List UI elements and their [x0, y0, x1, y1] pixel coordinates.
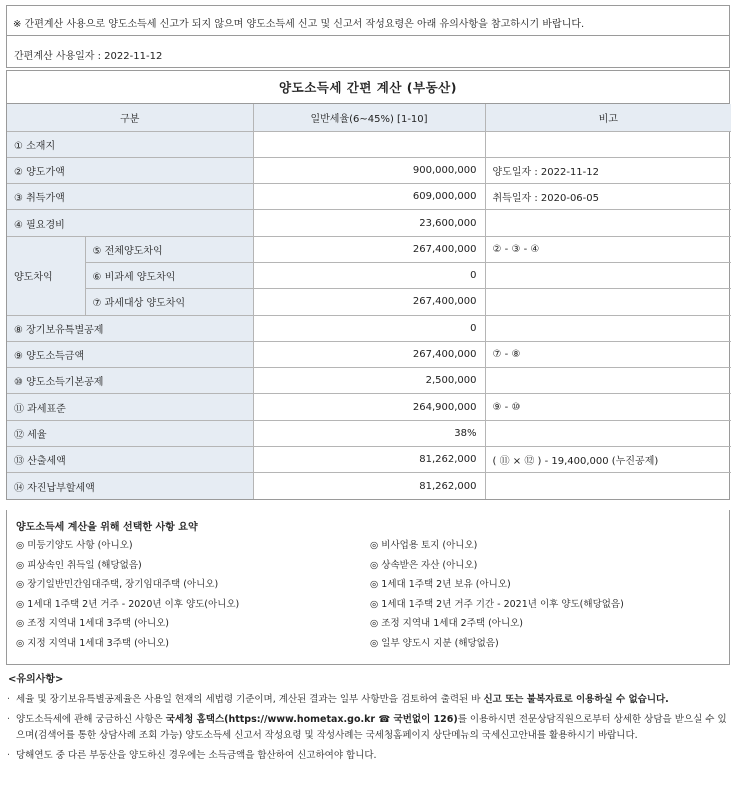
caution-text-strong: 신고 또는 불복자료로 이용하실 수 없습니다. — [483, 694, 669, 705]
hometax-link[interactable]: 국세청 홈택스(https://www.hometax.go.kr ☎ 국번없이 126) — [165, 714, 458, 725]
row-note: ⑦ - ⑧ — [485, 341, 731, 367]
bullet-icon: · — [7, 714, 11, 725]
header-category: 구분 — [7, 104, 253, 131]
row-label: ⑬ 산출세액 — [7, 447, 253, 473]
summary-item: ◎ 1세대 1주택 2년 보유 (아니오) — [370, 579, 511, 590]
calc-title: 양도소득세 간편 계산 (부동산) — [7, 71, 729, 104]
calc-table — [7, 104, 731, 499]
table-row — [7, 289, 731, 315]
summary-list — [16, 539, 729, 650]
caution-text: 당해연도 중 다른 부동산을 양도하신 경우에는 소득금액을 합산하여 신고하여야 합니다. — [16, 750, 377, 761]
use-date-text: 간편계산 사용일자 : 2022-11-12 — [14, 51, 163, 62]
summary-item: ◎ 비사업용 토지 (아니오) — [370, 540, 478, 551]
row-value: 0 — [253, 262, 485, 288]
use-date-box — [6, 36, 730, 68]
group-label: 양도차익 — [7, 236, 85, 315]
row-label: ⑦ 과세대상 양도차익 — [85, 289, 253, 315]
table-row — [7, 368, 731, 394]
summary-item: ◎ 1세대 1주택 2년 거주 기간 - 2021년 이후 양도(해당없음) — [370, 598, 624, 610]
row-value: 23,600,000 — [253, 210, 485, 236]
row-label: ① 소재지 — [7, 131, 253, 157]
summary-item: ◎ 미등기양도 사항 (아니오) — [16, 540, 133, 551]
caution-text: 세율 및 장기보유특별공제율은 사용일 현재의 세법령 기준이며, 계산된 결과는 일부 사항만을 검토하여 출력된 바 — [16, 694, 484, 705]
summary-item: ◎ 피상속인 취득일 (해당없음) — [16, 559, 142, 571]
row-value: 2,500,000 — [253, 368, 485, 394]
table-row — [7, 394, 731, 420]
row-note — [485, 131, 731, 157]
row-value: 267,400,000 — [253, 341, 485, 367]
row-note: 취득일자 : 2020-06-05 — [485, 184, 731, 210]
table-row — [7, 447, 731, 473]
caution-item — [6, 748, 730, 764]
row-label: ⑭ 자진납부할세액 — [7, 473, 253, 499]
row-value: 0 — [253, 315, 485, 341]
row-label: ④ 필요경비 — [7, 210, 253, 236]
notice-text: ※ 간편계산 사용으로 양도소득세 신고가 되지 않으며 양도소득세 신고 및 신고서 작성요령은 아래 유의사항을 참고하시기 바랍니다. — [13, 19, 585, 30]
table-row — [7, 157, 731, 183]
table-row — [7, 131, 731, 157]
table-row — [7, 473, 731, 499]
summary-item: ◎ 장기일반민간임대주택, 장기임대주택 (아니오) — [16, 579, 219, 590]
table-row — [7, 315, 731, 341]
summary-item: ◎ 1세대 1주택 2년 거주 - 2020년 이후 양도(아니오) — [16, 598, 240, 610]
row-label: ⑩ 양도소득기본공제 — [7, 368, 253, 394]
row-value: 264,900,000 — [253, 394, 485, 420]
row-label: ⑧ 장기보유특별공제 — [7, 315, 253, 341]
row-note: ( ⑪ × ⑫ ) - 19,400,000 (누진공제) — [485, 447, 731, 473]
summary-panel — [6, 510, 730, 665]
summary-item: ◎ 조정 지역내 1세대 3주택 (아니오) — [16, 618, 170, 629]
row-note: ⑨ - ⑩ — [485, 394, 731, 420]
bullet-icon: · — [7, 750, 11, 761]
row-value: 900,000,000 — [253, 157, 485, 183]
header-row — [7, 104, 731, 131]
row-note — [485, 262, 731, 288]
row-value: 81,262,000 — [253, 447, 485, 473]
row-label: ⑪ 과세표준 — [7, 394, 253, 420]
row-label: ⑥ 비과세 양도차익 — [85, 262, 253, 288]
row-value: 267,400,000 — [253, 236, 485, 262]
row-label: ③ 취득가액 — [7, 184, 253, 210]
notice-box — [6, 5, 730, 36]
row-note: ② - ③ - ④ — [485, 236, 731, 262]
row-note — [485, 315, 731, 341]
bullet-icon: · — [7, 694, 11, 705]
row-note — [485, 210, 731, 236]
table-row — [7, 184, 731, 210]
table-row — [7, 341, 731, 367]
caution-item — [6, 692, 730, 708]
calc-table-panel — [6, 70, 730, 500]
header-note: 비고 — [485, 104, 731, 131]
summary-item: ◎ 조정 지역내 1세대 2주택 (아니오) — [370, 618, 524, 629]
table-row — [7, 210, 731, 236]
row-note — [485, 289, 731, 315]
summary-title: 양도소득세 계산을 위해 선택한 사항 요약 — [16, 522, 198, 533]
table-row — [7, 236, 731, 262]
header-rate: 일반세율(6~45%) [1-10] — [253, 104, 485, 131]
summary-item: ◎ 일부 양도시 지분 (해당없음) — [370, 637, 499, 649]
caution-title: <유의사항> — [8, 674, 64, 685]
row-note — [485, 473, 731, 499]
caution-section — [6, 670, 730, 768]
row-value: 38% — [253, 420, 485, 446]
row-value: 267,400,000 — [253, 289, 485, 315]
row-note — [485, 368, 731, 394]
row-label: ⑨ 양도소득금액 — [7, 341, 253, 367]
summary-item: ◎ 상속받은 자산 (아니오) — [370, 559, 478, 571]
row-value — [253, 131, 485, 157]
row-value: 609,000,000 — [253, 184, 485, 210]
caution-text: 양도소득세에 관해 궁금하신 사항은 — [16, 714, 166, 725]
caution-text: 를 이용하시면 전문상담직원으로부터 상세한 상담을 받으실 수 있으며(검색어를 통한 상담사례 조회 가능) 양도소득세 신고서 작성요령 및 작성사례는 국세청홈페이지 상단메뉴의 국세신고안내를 활용하시기 바랍니다. — [16, 714, 727, 741]
row-value: 81,262,000 — [253, 473, 485, 499]
table-row — [7, 262, 731, 288]
row-note: 양도일자 : 2022-11-12 — [485, 157, 731, 183]
row-label: ⑤ 전체양도차익 — [85, 236, 253, 262]
summary-item: ◎ 지정 지역내 1세대 3주택 (아니오) — [16, 637, 170, 649]
caution-item — [6, 712, 730, 744]
row-label: ⑫ 세율 — [7, 420, 253, 446]
row-note — [485, 420, 731, 446]
row-label: ② 양도가액 — [7, 157, 253, 183]
table-row — [7, 420, 731, 446]
